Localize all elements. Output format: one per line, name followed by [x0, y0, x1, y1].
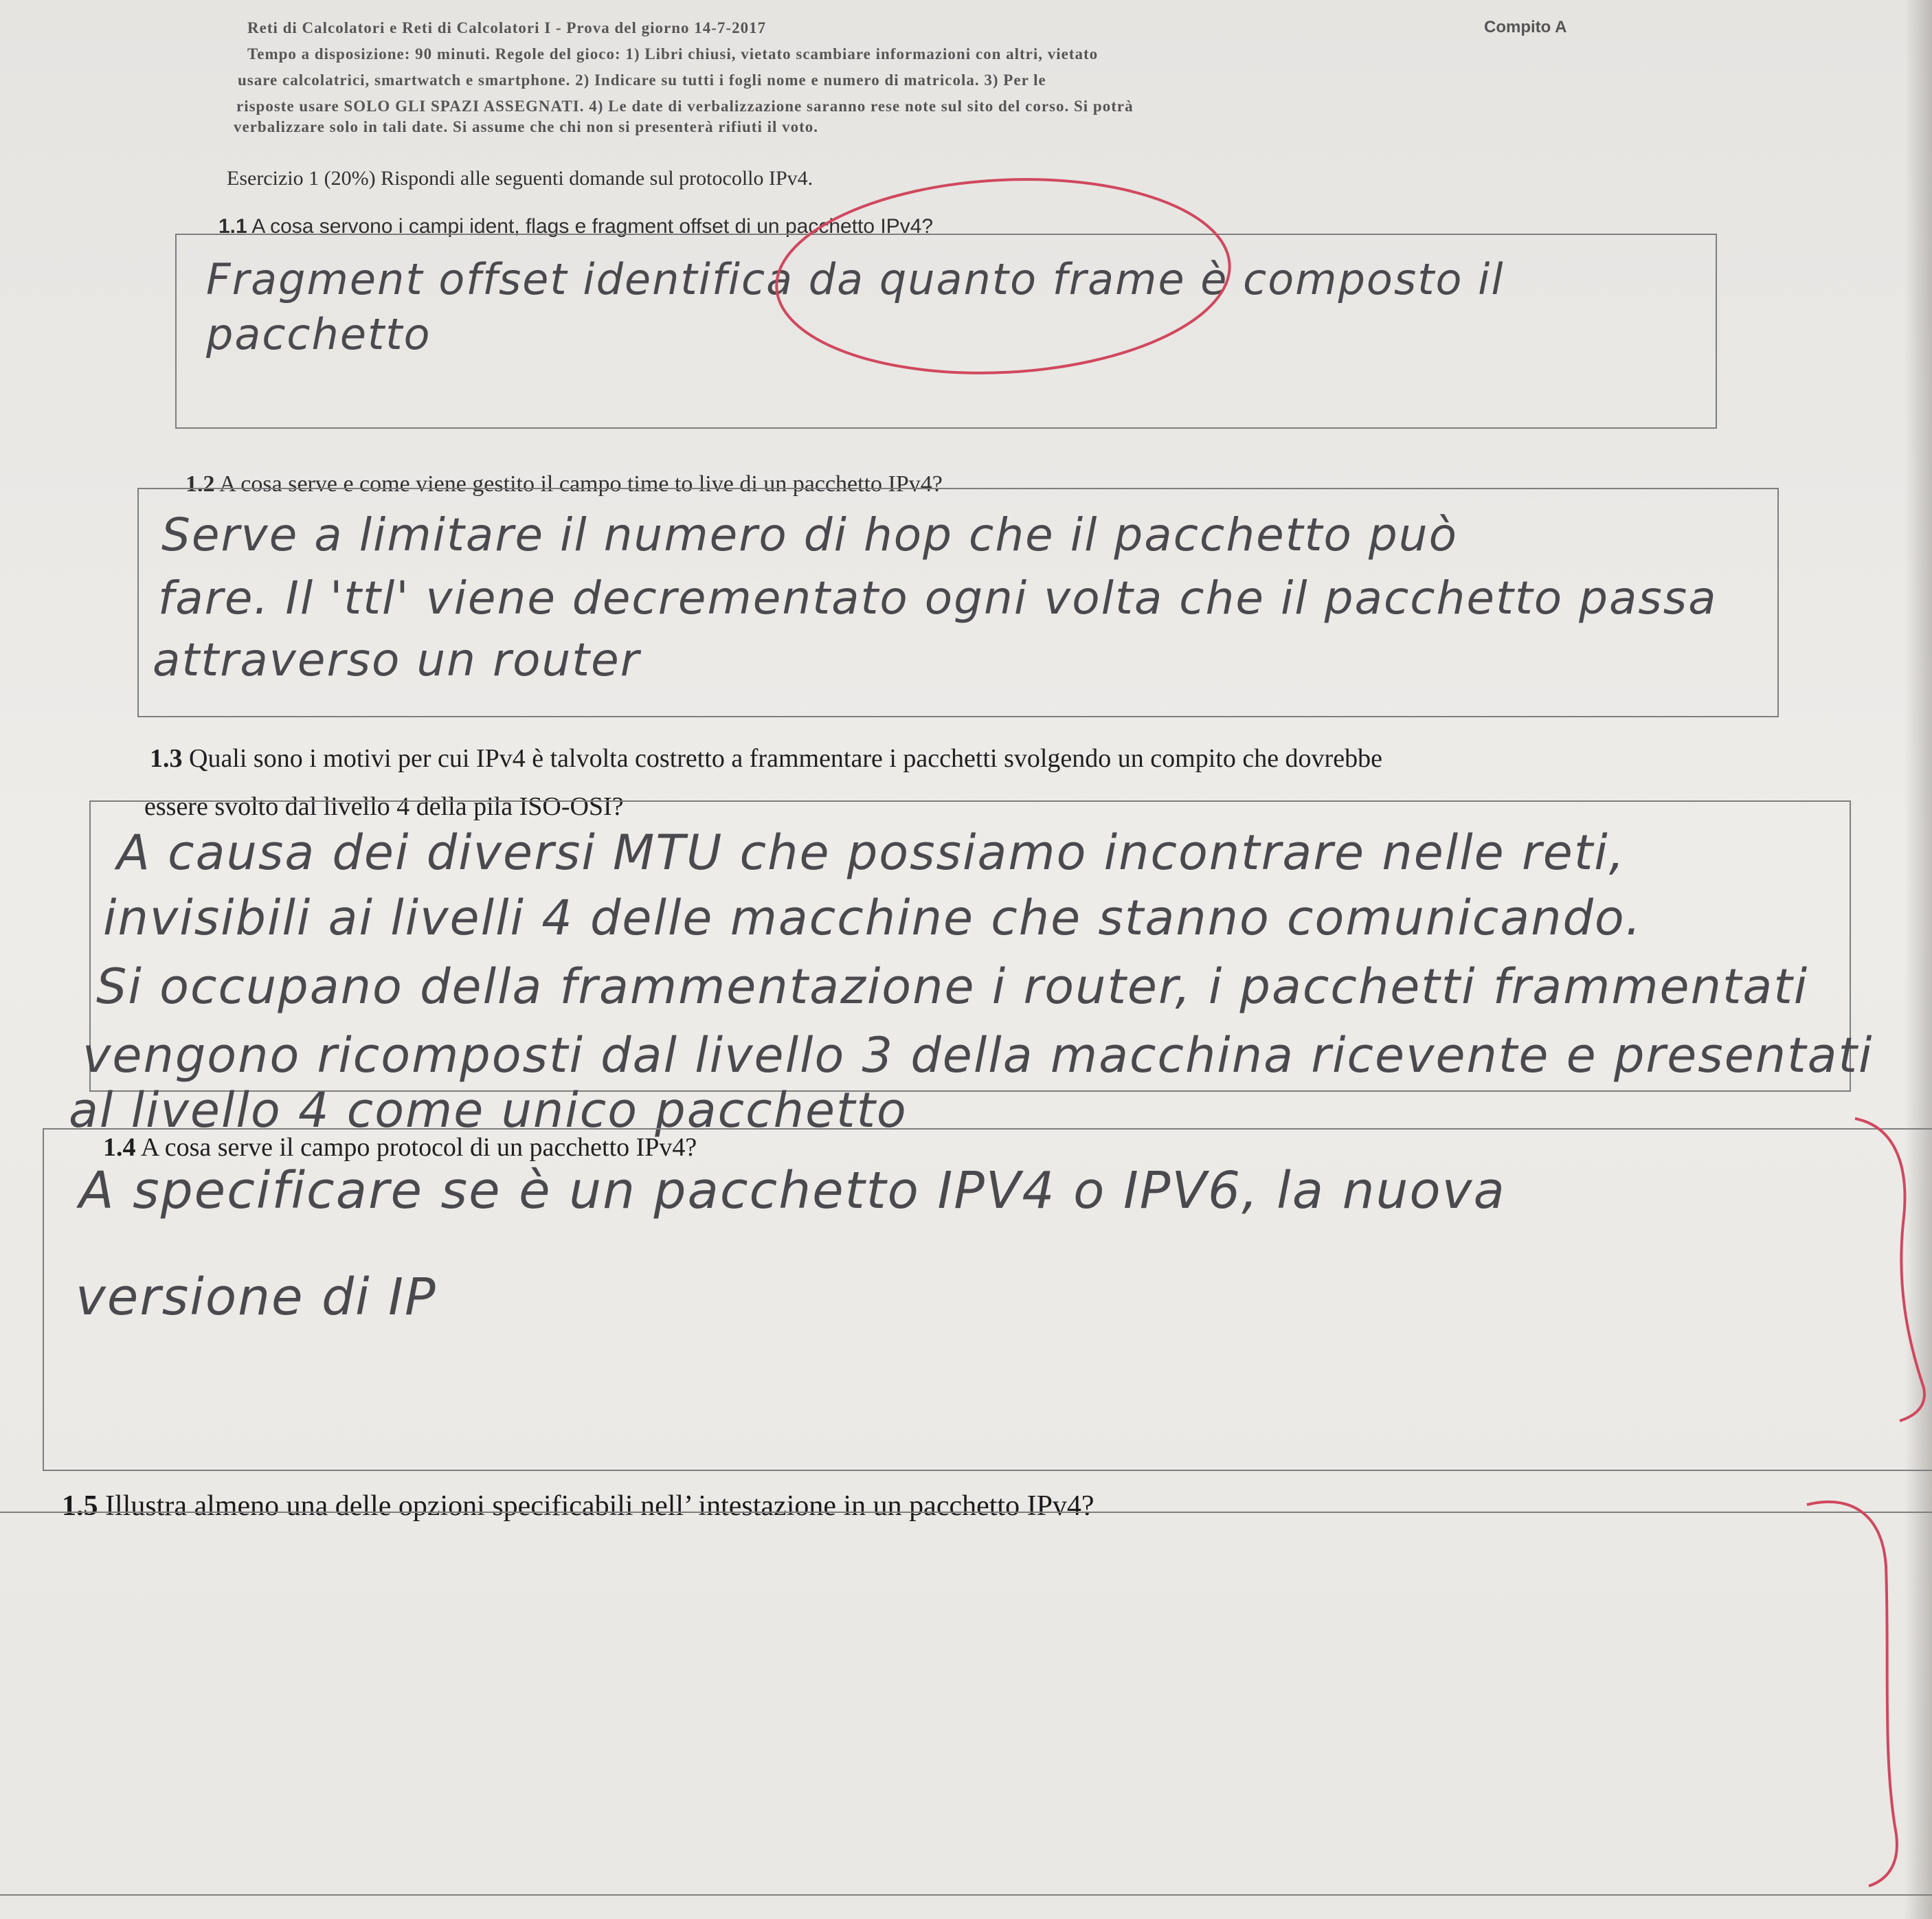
- answer-line: Serve a limitare il numero di hop che il pacchetto può: [161, 508, 1458, 561]
- red-bracket-mark: [1855, 1119, 1924, 1421]
- answer-line: pacchetto: [206, 309, 431, 359]
- answer-line: Si occupano della frammentazione i router, i pacchetti frammentati: [96, 958, 1809, 1015]
- red-bracket-mark: [1807, 1502, 1897, 1886]
- header-title: Reti di Calcolatori e Reti di Calcolatori I - Prova del giorno 14-7-2017: [247, 19, 767, 36]
- answer-line: invisibili ai livelli 4 delle macchine che stanno comunicando.: [103, 890, 1642, 946]
- answer-line: Fragment offset identifica da quanto frame è composto il: [206, 254, 1505, 304]
- header-rules-line: risposte usare SOLO GLI SPAZI ASSEGNATI. 4) Le date di verbalizzazione saranno rese note sul sito del corso. Si potrà: [236, 98, 1134, 115]
- question-text: A cosa servono i campi ident, flags e fragment offset di un pacchetto IPv4?: [251, 215, 934, 238]
- question-text: A cosa serve e come viene gestito il campo time to live di un pacchetto IPv4?: [219, 471, 943, 497]
- question-number: 1.4: [103, 1133, 136, 1162]
- question-text: A cosa serve il campo protocol di un pacchetto IPv4?: [140, 1133, 697, 1162]
- question-number: 1.2: [186, 471, 215, 497]
- header-rules-line: Tempo a disposizione: 90 minuti. Regole del gioco: 1) Libri chiusi, vietato scambiare informazioni con altri, vietato: [247, 45, 1099, 63]
- answer-line: A specificare se è un pacchetto IPV4 o IPV6, la nuova: [79, 1161, 1506, 1220]
- compito-label: Compito A: [1484, 18, 1567, 36]
- red-circle-mark: [772, 168, 1235, 384]
- question-number: 1.3: [150, 744, 183, 773]
- header-rules-line: usare calcolatrici, smartwatch e smartphone. 2) Indicare su tutti i fogli nome e numero di matricola. 3) Per le: [238, 71, 1046, 89]
- exercise-title: Esercizio 1 (20%) Rispondi alle seguenti domande sul protocollo IPv4.: [227, 167, 813, 190]
- question-1-3-continuation: essere svolto dal livello 4 della pila ISO-OSI?: [144, 792, 624, 821]
- answer-line: fare. Il 'ttl' viene decrementato ogni volta che il pacchetto passa: [158, 572, 1718, 625]
- question-text: Illustra almeno una delle opzioni specificabili nell’ intestazione in un pacchetto IPv4?: [105, 1490, 1094, 1522]
- answer-line: versione di IP: [76, 1268, 437, 1327]
- answer-line: vengono ricomposti dal livello 3 della macchina ricevente e presentati: [82, 1027, 1874, 1084]
- answer-line: A causa dei diversi MTU che possiamo incontrare nelle reti,: [117, 824, 1626, 881]
- question-number: 1.1: [218, 215, 247, 238]
- header-rules-line: verbalizzare solo in tali date. Si assume che chi non si presenterà rifiuti il voto.: [234, 118, 819, 135]
- answer-line: attraverso un router: [153, 633, 640, 686]
- question-number: 1.5: [62, 1490, 98, 1522]
- question-text: Quali sono i motivi per cui IPv4 è talvolta costretto a frammentare i pacchetti svolgendo un compito che dovrebbe: [189, 744, 1382, 773]
- answer-line: al livello 4 come unico pacchetto: [69, 1082, 908, 1138]
